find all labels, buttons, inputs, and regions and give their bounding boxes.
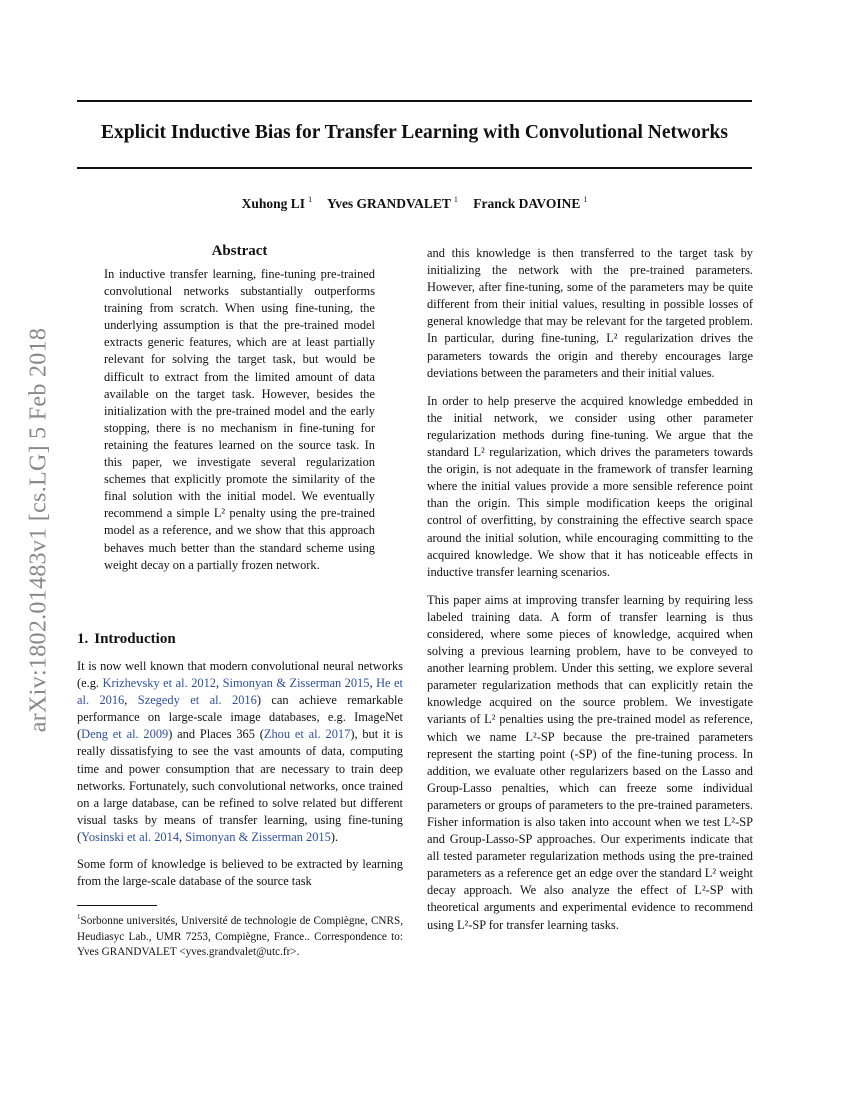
section-title: Introduction xyxy=(94,631,176,647)
author-affiliation: 1 xyxy=(583,195,588,204)
left-column-body xyxy=(77,658,403,890)
right-column-body xyxy=(427,245,753,934)
author-list xyxy=(77,195,752,212)
citation-link[interactable]: Simonyan & Zisserman 2015 xyxy=(222,676,370,691)
citation-link[interactable]: Szegedy et al. 2016 xyxy=(137,693,257,708)
citation-link[interactable]: Zhou et al. 2017 xyxy=(263,727,351,742)
section-number: 1. xyxy=(77,631,89,647)
footnote-rule xyxy=(77,905,157,906)
author-affiliation: 1 xyxy=(453,195,458,204)
section-heading-introduction xyxy=(77,631,176,648)
intro-paragraph-1: It is now well known that modern convolutional neural networks (e.g. Krizhevsky et al. 2012, Simonyan & Zisserman 2015, He et al. 2016, Szegedy et al. 2016) can achieve remarkable performance on large-scale image databases, e.g. ImageNet (Deng et al. 2009) and Places 365 (Zhou et al. 2017), but it is really dissatisfying to see the vast amounts of data, computing time and power consumption that are necessary to train deep networks. Fortunately, such convolutional networks, once trained on a large database, can be refined to solve related but different visual tasks by means of transfer learning, using fine-tuning (Yosinski et al. 2014, Simonyan & Zisserman 2015). xyxy=(77,659,403,844)
right-paragraph-1: and this knowledge is then transferred to the target task by initializing the network with the pre-trained parameters. However, after fine-tuning, some of the parameters may be quite different from their initial values, resulting in possible losses of general knowledge that may be relevant for the targeted problem. In particular, during fine-tuning, L² regularization drives the parameters towards the origin and thereby encourages large deviations between the parameters and their initial values. xyxy=(427,246,753,380)
arxiv-sidebar xyxy=(19,280,59,780)
citation-link[interactable]: Krizhevsky et al. 2012 xyxy=(102,676,216,691)
right-paragraph-3: This paper aims at improving transfer learning by requiring less labeled training data. A form of transfer learning is thus considered, where some pieces of knowledge, acquired when solving a previous learning problem, have to be conveyed to another learning problem. Under this setting, we explore several parameter regularization methods that can explicitly retain the knowledge acquired on the source problem. We investigate variants of L² penalties using the pre-trained model as reference, which we name L²-SP because the pre-trained parameters represent the starting point (-SP) of the fine-tuning process. In addition, we evaluate other regularizers based on the Lasso and Group-Lasso penalties, which can freeze some individual parameters or groups of parameters to the pre-trained parameters. Fisher information is also taken into account when we test L²-SP and Group-Lasso-SP approaches. Our experiments indicate that all tested parameter regularization methods using the pre-trained parameters as a reference get an edge over the standard L² weight decay approach. We also analyze the effect of L²-SP with theoretical arguments and experimental evidence to recommend using L²-SP for transfer learning tasks. xyxy=(427,592,753,932)
footnote-text: Sorbonne universités, Université de technologie de Compiègne, CNRS, Heudiasyc Lab., UMR 7253, Compiègne, France.. Correspondence to: Yves GRANDVALET <yves.grandvalet@utc.fr>. xyxy=(77,915,403,958)
author-name: Franck DAVOINE xyxy=(473,196,581,211)
abstract-body xyxy=(104,266,375,574)
abstract-text: In inductive transfer learning, fine-tuning pre-trained convolutional networks substantially outperforms training from scratch. When using fine-tuning, the underlying assumption is that the pre-trained model extracts generic features, which are at least partially relevant for solving the target task, but would be difficult to extract from the limited amount of data available on the target task. However, besides the initialization with the pre-trained model and the early stopping, there is no mechanism in fine-tuning for retaining the features learned on the source task. In this paper, we investigate several regularization schemes that explicitly promote the similarity of the final solution with the initial model. We eventually recommend a simple L² penalty using the pre-trained model as a reference, and we show that this approach behaves much better than the standard scheme using weight decay on a partially frozen network. xyxy=(104,267,375,572)
abstract-heading: Abstract xyxy=(211,243,268,259)
intro-paragraph-2: Some form of knowledge is believed to be extracted by learning from the large-scale database of the source task xyxy=(77,857,403,889)
arxiv-identifier: arXiv:1802.01483v1 [cs.LG] 5 Feb 2018 xyxy=(25,327,52,733)
citation-link[interactable]: Yosinski et al. 2014 xyxy=(81,829,180,844)
citation-link[interactable]: He et al. 2016 xyxy=(77,676,403,708)
top-rule xyxy=(77,100,752,102)
footnote-mark: 1 xyxy=(77,913,81,921)
citation-link[interactable]: Simonyan & Zisserman 2015 xyxy=(185,829,331,844)
author-name: Yves GRANDVALET xyxy=(326,196,451,211)
title-bottom-rule xyxy=(77,167,752,169)
citation-link[interactable]: Deng et al. 2009 xyxy=(81,727,169,742)
author-affiliation: 1 xyxy=(308,195,313,204)
footnote xyxy=(77,910,403,961)
author-name: Xuhong LI xyxy=(241,196,306,211)
right-paragraph-2: In order to help preserve the acquired knowledge embedded in the initial network, we consider using other parameter regularization methods during fine-tuning. We argue that the standard L² regularization, which drives the parameters towards the origin, is not adequate in the framework of transfer learning where the initial values provide a more sensible reference point than the origin. This simple modification keeps the original control of overfitting, by constraining the effective search space around the initial solution, while encouraging committing to the acquired knowledge. We show that it has noticeable effects in inductive transfer learning scenarios. xyxy=(427,393,753,579)
paper-title: Explicit Inductive Bias for Transfer Learning with Convolutional Networks xyxy=(101,122,728,143)
